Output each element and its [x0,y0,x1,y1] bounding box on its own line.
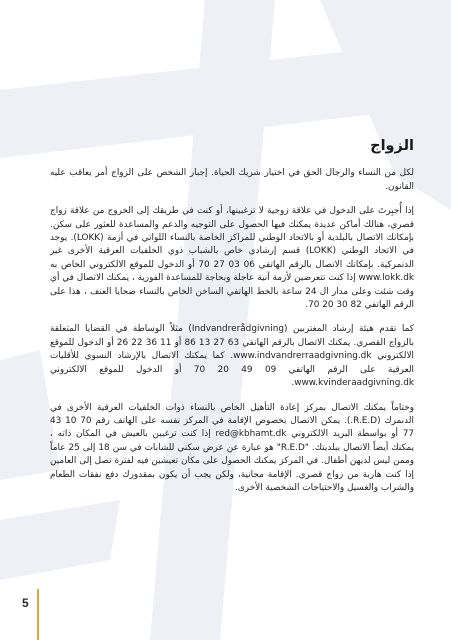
page-number: 5 [22,596,29,610]
paragraph-intro: لكل من النساء والرجال الحق في اختيار شريك الحياة. إجبار الشخص على الزواج أمر يعاقب عليه القانون. [50,168,414,192]
page-number-rule [37,589,39,640]
paragraph-red-centre: وختاماً يمكنك الاتصال بمركز إعادة التأهيل الخاص بالنساء ذوات الخلفيات العرقية الأخرى في الدنمرك (R.E.D.). يمكن الاتصال بخصوص الإقامة في المركز نفسه على الهاتف رقم 70 10 43 77 أو بواسطة البريد الالكتروني red@kbhamt.dk إذا كنت ترغبين بالعيش في المكان ذاته ، يمكنك أيضاً الاتصال ببلديتك. "R.E.D" هو عبارة عن عرض سكني للشابات في سن 18 إلى 25 عاماً وممن ليس لديهن أطفال. في المركز يمكنك الحصول على مكان تعيشين فيه لفترة تصل إلى العامين إذا كنت هاربة من زواج قصري. الإقامة مجانية، ولكن يجب أن يكون بمقدورك دفع نفقات الطعام والشراب والغسيل والاحتياجات الشخصية الأخرى. [50,402,414,493]
paragraph-forced-marriage-help: إذا أُجبِرتَ على الدخول في علاقة زوجية لا ترغبينها، أو كنت في طريقك إلى الخروج من علاقة زواج قصري، هنالك أماكن عديدة يمكنك فيها الحصول على التوجيه والدعم والمساعدة للعثور على سكن. بإمكانك الاتصال بالبلدية أو بالاتحاد الوطني للمراكز الخاصة بالنساء اللواتي في أزمة (LOKK). يوجد في الاتحاد الوطني (LOKK) قسم إرشادي خاص بالشباب ذوي الخلفيات العرقية الأخرى غير الدنمركية. بإمكانك الاتصال بالرقم الهاتفي 06 03 27 70 أو الدخول للموقع الالكتروني الخاص به www.lokk.dk إذا كنت تتعرضين لأزمة آنية عاجلة وبحاجة للمساعدة الفورية ، يمكنك الاتصال في أي وقت شئت وعلى مدار ال 24 ساعة بالخط الهاتفي الساخن الخاص بالنساء ضحايا العنف ، هذا على الرقم الهاتفي 82 30 20 70. [50,206,415,311]
section-heading: الزواج [370,138,414,154]
document-body [50,140,414,506]
paragraph-immigrant-counselling: كما تقدم هيئة إرشاد المغتربين (Indvandrerådgivning) مثلاً الوساطة في القضايا المتعلقة بالزواج القصري. يمكنك الاتصال بالرقم الهاتفي 63 27 13 86 أو 11 36 22 26 أو الدخول للموقع الالكتروني www.indvandrerraadgivning.dk. كما يمكنك الاتصال بالإرشاد النسوي للأقليات العرقية على الرقم الهاتفي 09 49 20 70 أو الدخول للموقع الالكتروني www.kvinderaadgivning.dk. [50,324,415,389]
